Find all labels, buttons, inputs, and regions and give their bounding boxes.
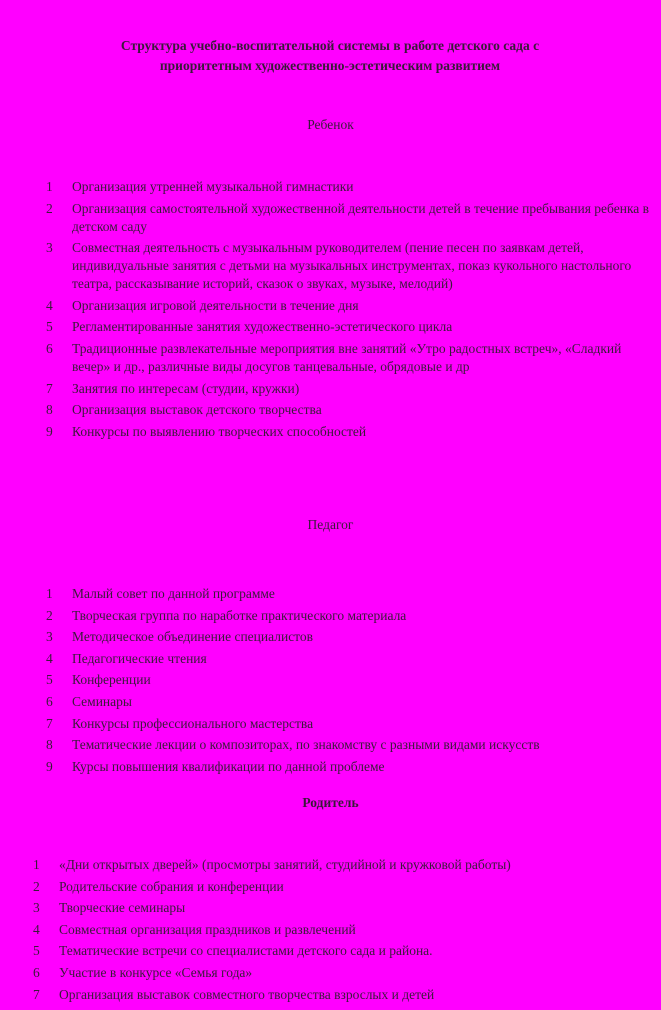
item-text: Родительские собрания и конференции	[59, 878, 284, 894]
list-item	[46, 340, 650, 376]
item-number: 4	[33, 921, 40, 937]
title-line-2: приоритетным художественно-эстетическим развитием	[159, 58, 501, 73]
item-number: 6	[46, 340, 53, 356]
item-number: 1	[46, 179, 53, 194]
item-number: 5	[46, 319, 53, 335]
item-text: Тематические встречи со специалистами детского сада и района.	[59, 943, 433, 959]
list-item	[33, 921, 649, 939]
list-item	[33, 964, 649, 982]
item-number: 6	[33, 964, 40, 980]
item-number: 2	[46, 607, 53, 623]
list-item	[46, 715, 650, 733]
item-number: 3	[33, 900, 40, 916]
list-item	[33, 856, 649, 874]
item-text: Курсы повышения квалификации по данной проблеме	[72, 758, 385, 774]
item-text: Организация утренней музыкальной гимнастики	[72, 179, 354, 194]
list-item	[46, 318, 650, 336]
item-text: Конференции	[72, 672, 151, 688]
list-item	[46, 650, 650, 668]
list-item	[46, 758, 650, 776]
item-number: 8	[46, 402, 53, 418]
item-text: Тематические лекции о композиторах, по знакомству с разными видами искусств	[72, 737, 540, 753]
list-item	[46, 671, 650, 689]
parent-activities-list	[33, 856, 649, 1007]
item-number: 7	[46, 380, 53, 396]
item-text: Методическое объединение специалистов	[72, 629, 314, 645]
list-item	[46, 239, 650, 293]
title-line-1: Структура учебно-воспитательной системы в работе детского сада с	[120, 38, 540, 53]
list-item	[46, 423, 650, 441]
item-text: Организация выставок детского творчества	[72, 402, 322, 418]
item-number: 3	[46, 629, 53, 645]
item-number: 9	[46, 423, 53, 439]
list-item	[33, 878, 649, 896]
item-text: Совместная деятельность с музыкальным руководителем (пение песен по заявкам детей, индивидуальные занятия с детьми на музыкальных инструментах, показ кукольного настольного театра, рассказывание историй, сказок о звуках, музыке, мелодий)	[72, 240, 632, 292]
list-item	[46, 401, 650, 419]
item-text: Совместная организация праздников и развлечений	[59, 921, 356, 937]
item-number: 1	[46, 586, 53, 601]
item-text: Конкурсы профессионального мастерства	[72, 715, 314, 731]
list-item	[46, 628, 650, 646]
item-text: «Дни открытых дверей» (просмотры занятий, студийной и кружковой работы)	[59, 857, 511, 872]
list-item	[33, 942, 649, 960]
item-text: Участие в конкурсе «Семья года»	[59, 964, 253, 980]
list-item	[46, 380, 650, 398]
teacher-activities-list	[46, 585, 650, 779]
item-number: 9	[46, 758, 53, 774]
item-number: 7	[33, 986, 40, 1002]
section-heading-child: Ребенок	[307, 117, 354, 132]
item-number: 6	[46, 693, 53, 709]
list-item	[46, 178, 650, 196]
item-text: Занятия по интересам (студии, кружки)	[72, 380, 300, 396]
item-text: Организация выставок совместного творчества взрослых и детей	[59, 986, 435, 1002]
item-text: Организация игровой деятельности в течение дня	[72, 297, 359, 313]
list-item	[46, 200, 650, 236]
list-item	[33, 986, 649, 1004]
item-number: 1	[33, 857, 40, 872]
list-item	[46, 693, 650, 711]
item-number: 8	[46, 737, 53, 753]
list-item	[46, 297, 650, 315]
item-text: Творческая группа по наработке практического материала	[72, 607, 407, 623]
item-number: 4	[46, 297, 53, 313]
item-text: Конкурсы по выявлению творческих способностей	[72, 423, 367, 439]
item-text: Малый совет по данной программе	[72, 586, 275, 601]
item-number: 2	[46, 200, 53, 216]
list-item	[46, 607, 650, 625]
item-number: 2	[33, 878, 40, 894]
item-number: 3	[46, 240, 53, 256]
list-item	[33, 899, 649, 917]
section-heading-teacher: Педагог	[307, 517, 354, 532]
item-text: Педагогические чтения	[72, 650, 207, 666]
document-title	[40, 36, 620, 76]
item-text: Регламентированные занятия художественно-эстетического цикла	[72, 319, 453, 335]
item-number: 4	[46, 650, 53, 666]
item-number: 7	[46, 715, 53, 731]
child-activities-list	[46, 178, 650, 444]
list-item	[46, 585, 650, 603]
section-heading-parent: Родитель	[302, 795, 359, 810]
item-text: Традиционные развлекательные мероприятия вне занятий «Утро радостных встреч», «Сладкий вечер» и др., различные виды досугов танцевальные, обрядовые и др	[72, 340, 622, 374]
item-text: Творческие семинары	[59, 900, 186, 916]
item-text: Семинары	[72, 693, 132, 709]
list-item	[46, 736, 650, 754]
item-text: Организация самостоятельной художественной деятельности детей в течение пребывания ребенка в детском саду	[72, 200, 650, 234]
item-number: 5	[46, 672, 53, 688]
item-number: 5	[33, 943, 40, 959]
